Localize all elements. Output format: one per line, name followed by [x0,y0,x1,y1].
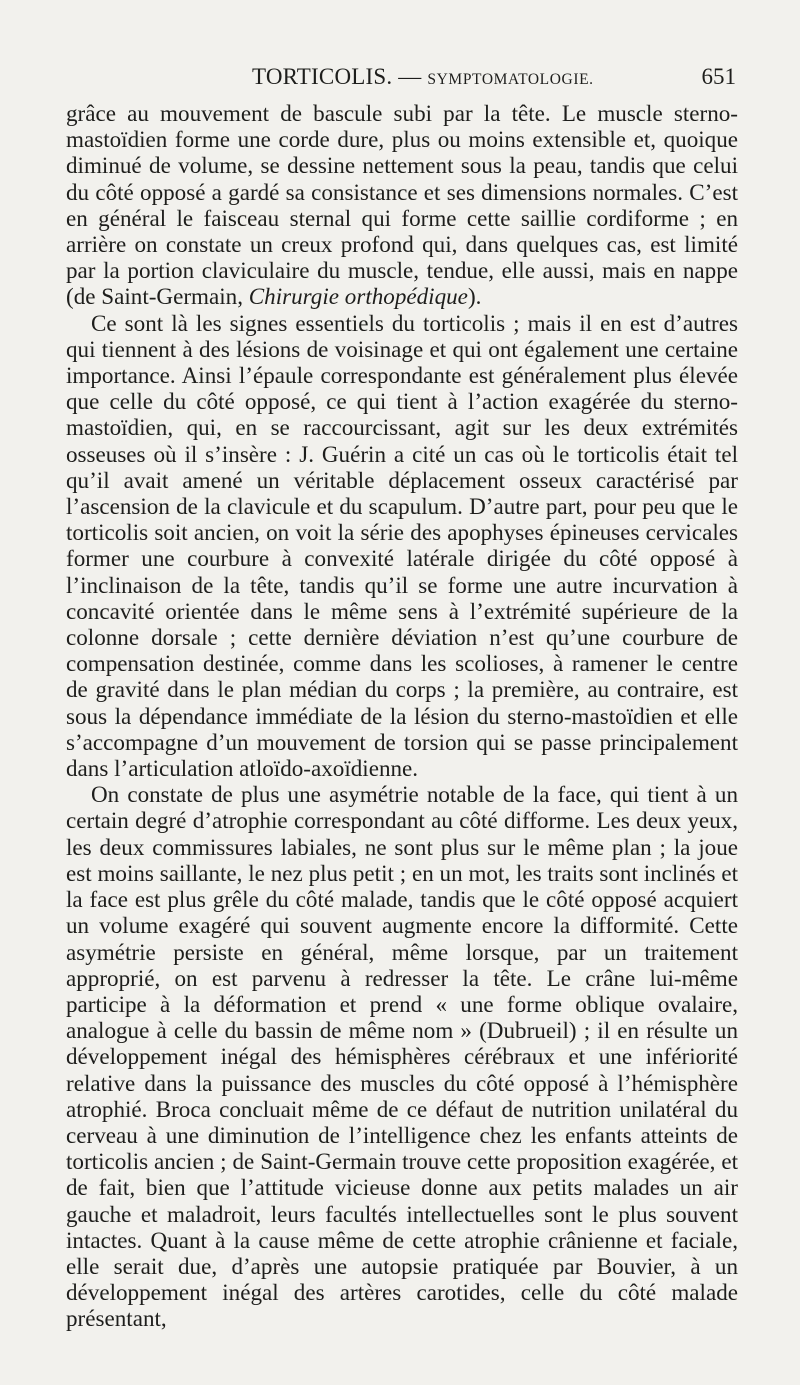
paragraph-1-end: ). [467,283,482,310]
running-title-separator: — [392,64,428,89]
paragraph-2: Ce sont là les signes essentiels du torticolis ; mais il en est d’autres qui tiennent à des lésions de voisinage et qui ont également une certaine importance. Ainsi l’épaule correspondante est généralement plus élevée que celle du côté opposé, ce qui tient à l’action exagérée du sterno-mastoïdien, qui, en se raccourcissant, agit sur les deux extrémités osseuses où il s’insère : J. Guérin a cité un cas où le torticolis était tel qu’il avait amené un véritable déplacement osseux caractérisé par l’ascension de la clavicule et du scapulum. D’autre part, pour peu que le torticolis soit ancien, on voit la série des apophyses épineuses cervicales former une courbure à convexité latérale dirigée du côté opposé à l’inclinaison de la tête, tandis qu’il se forme une autre incurvation à concavité orientée dans le même sens à l’extrémité supérieure de la colonne dorsale ; cette dernière déviation n’est qu’une courbure de compensation destinée, comme dans les scolioses, à ramener le centre de gravité dans le plan médian du corps ; la première, au contraire, est sous la dépendance immédiate de la lésion du sterno-mastoïdien et elle s’accompagne d’un mouvement de torsion qui se passe principalement dans l’articulation atloïdo-axoïdienne. [66,309,738,782]
running-title-main: TORTICOLIS. [252,64,393,89]
running-header [66,62,738,92]
paragraph-3: On constate de plus une asymétrie notable de la face, qui tient à un certain degré d’atrophie correspondant au côté difforme. Les deux yeux, les deux commissures labiales, ne sont plus sur le même plan ; la joue est moins saillante, le nez plus petit ; en un mot, les traits sont inclinés et la face est plus grêle du côté malade, tandis que le côté opposé acquiert un volume exagéré qui souvent augmente encore la difformité. Cette asymétrie persiste en général, même lorsque, par un traitement approprié, on est parvenu à redresser la tête. Le crâne lui-même participe à la déformation et prend « une forme oblique ovalaire, analogue à celle du bassin de même nom » (Dubrueil) ; il en résulte un développement inégal des hémisphères cérébraux et une infériorité relative dans la puissance des muscles du côté opposé à l’hémisphère atrophié. Broca concluait même de ce défaut de nutrition unilatéral du cerveau à une diminution de l’intelligence chez les enfants atteints de torticolis ancien ; de Saint-Germain trouve cette proposition exagérée, et de fait, bien que l’attitude vicieuse donne aux petits malades un air gauche et maladroit, leurs facultés intellectuelles sont le plus souvent intactes. Quant à la cause même de cette atrophie crânienne et faciale, elle serait due, d’après une autopsie pratiquée par Bouvier, à un développement inégal des artères carotides, celle du côté malade présentant, [66,781,738,1332]
paragraph-1 [66,100,738,310]
paragraph-1-text: grâce au mouvement de bascule subi par la tête. Le muscle sterno-mastoïdien forme une corde dure, plus ou moins extensible et, quoique diminué de volume, se dessine nettement sous la peau, tandis que celui du côté opposé a gardé sa consistance et ses dimensions normales. C’est en général le faisceau sternal qui forme cette saillie cordiforme ; en arrière on constate un creux profond qui, dans quelques cas, est limité par la portion claviculaire du muscle, tendue, elle aussi, mais en nappe (de Saint-Germain, [66,100,738,310]
running-title [252,62,594,95]
page-number: 651 [701,64,736,89]
body-text [66,100,738,1332]
running-title-subtitle: SYMPTOMATOLOGIE. [427,71,594,88]
book-title-italic: Chirurgie orthopédique [248,283,468,310]
